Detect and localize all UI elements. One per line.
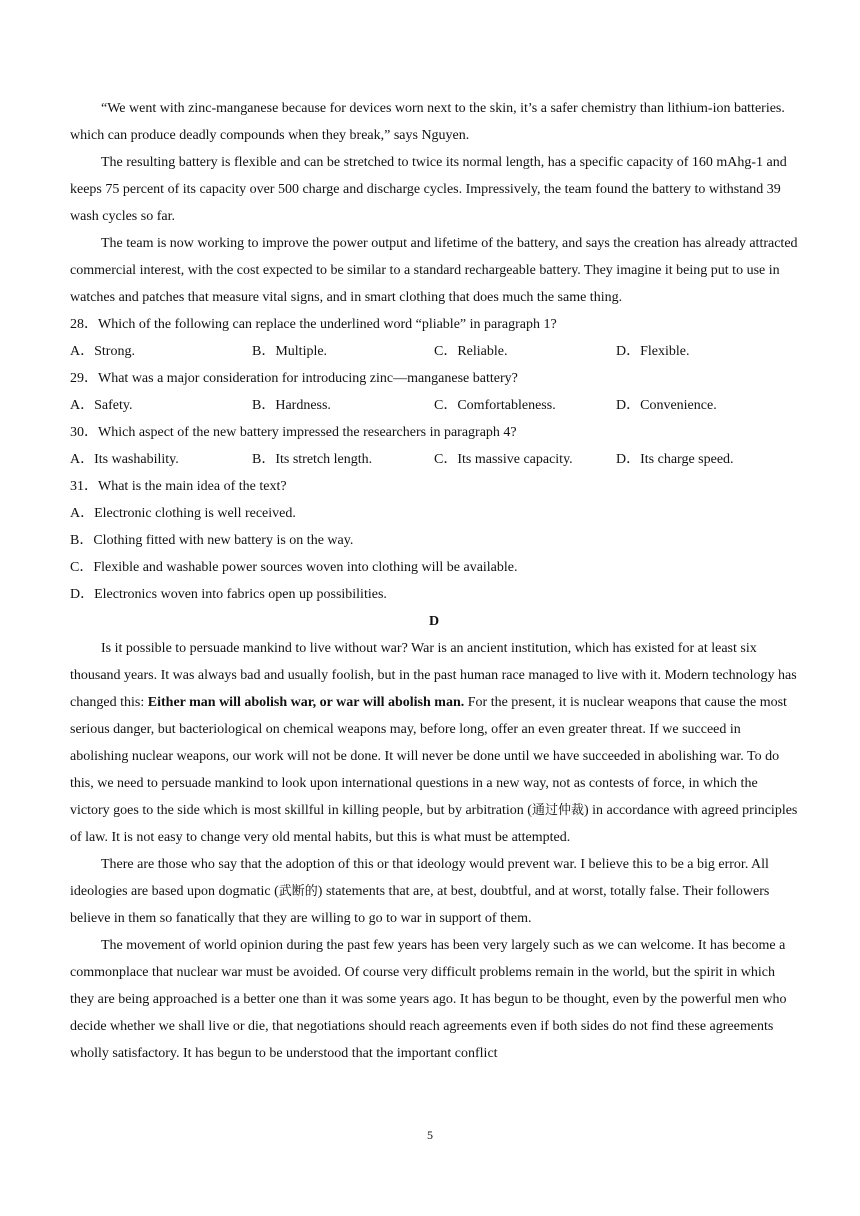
paragraph-battery-specs: The resulting battery is flexible and can be stretched to twice its normal length, has a specific capacity of 160 mAhg-1 and keeps 75 percent of its capacity over 500 charge and discharge cycles. Impressively, the team found the battery to withstand 39 wash cycles so far. <box>70 155 787 224</box>
chinese-gloss: 武断的 <box>278 884 318 899</box>
option-c: C．Comfortableness. <box>434 398 556 413</box>
option-b: B．Multiple. <box>252 344 328 359</box>
text-run: ) statements that are, at best, doubtful, and at worst, totally false. Their followers believe in them so fanatically that they are willing to go to war in support of them. <box>70 884 770 926</box>
option-c: C．Its massive capacity. <box>434 452 573 467</box>
paragraph-team-plans: The team is now working to improve the power output and lifetime of the battery, and says the creation has already attracted commercial interest, with the cost expected to be similar to a standard rechargeable battery. They imagine it being put to use in watches and patches that measure vital signs, and in smart clothing that does much the same thing. <box>70 236 798 305</box>
option-a: A．Safety. <box>70 398 133 413</box>
section-heading-d: D <box>428 614 440 629</box>
option-d: D．Flexible. <box>616 344 690 359</box>
option-a: A．Strong. <box>70 344 135 359</box>
option-c: C．Flexible and washable power sources woven into clothing will be available. <box>70 560 518 575</box>
page-number: 5 <box>427 1128 433 1142</box>
option-d: D．Electronics woven into fabrics open up possibilities. <box>70 587 387 602</box>
text-run: ) in accordance with agreed principles of law. It is not easy to change very old mental habits, but this is what must be attempted. <box>70 803 798 845</box>
paragraph-ideology <box>70 851 798 932</box>
question-29-stem: 29．What was a major consideration for introducing zinc—manganese battery? <box>70 371 518 386</box>
text-run: For the present, it is nuclear weapons that cause the most serious danger, but bacteriological on chemical weapons may, before long, offer an even greater threat. If we succeed in abolishing nuclear weapons, our work will not be done. It will never be done until we have succeeded in abolishing war. To do this, we need to persuade mankind to look upon international questions in a new way, not as contests of force, in which the victory goes to the side which is most skillful in killing people, but by arbitration ( <box>70 695 787 818</box>
paragraph-nguyen-quote: “We went with zinc-manganese because for devices worn next to the skin, it’s a safer chemistry than lithium-ion batteries. which can produce deadly compounds when they break,” says Nguyen. <box>70 101 785 143</box>
question-29-options <box>70 392 798 419</box>
paragraph-world-opinion: The movement of world opinion during the past few years has been very largely such as we can welcome. It has become a commonplace that nuclear war must be avoided. Of course very difficult problems remain in the world, but the spirit in which they are being approached is a better one than it was some years ago. It has begun to be thought, even by the powerful men who decide whether we shall live or die, that negotiations should reach agreements even if both sides do not find these agreements wholly satisfactory. It has begun to be understood that the important conflict <box>70 938 787 1061</box>
option-d: D．Convenience. <box>616 398 717 413</box>
option-b: B．Clothing fitted with new battery is on the way. <box>70 533 354 548</box>
document-page <box>70 95 798 1067</box>
option-c: C．Reliable. <box>434 344 508 359</box>
bold-sentence: Either man will abolish war, or war will abolish man. <box>147 695 465 710</box>
option-b: B．Hardness. <box>252 398 331 413</box>
chinese-gloss: 通过仲裁 <box>531 803 584 818</box>
question-28-stem: 28．Which of the following can replace the underlined word “pliable” in paragraph 1? <box>70 317 557 332</box>
option-d: D．Its charge speed. <box>616 452 734 467</box>
text-run: Is it possible to persuade mankind to live without war? War is an ancient institution, which has existed for at least six thousand years. It was always bad and usually foolish, but in the past human race managed to live with it. Modern technology has changed this: <box>70 641 797 710</box>
question-30-stem: 30．Which aspect of the new battery impressed the researchers in paragraph 4? <box>70 425 517 440</box>
question-31-stem: 31．What is the main idea of the text? <box>70 479 287 494</box>
option-a: A．Its washability. <box>70 452 179 467</box>
text-run: There are those who say that the adoption of this or that ideology would prevent war. I believe this to be a big error. All ideologies are based upon dogmatic ( <box>70 857 769 899</box>
option-a: A．Electronic clothing is well received. <box>70 506 296 521</box>
option-b: B．Its stretch length. <box>252 452 373 467</box>
question-30-options <box>70 446 798 473</box>
paragraph-war-abolish <box>70 635 798 851</box>
question-28-options <box>70 338 798 365</box>
